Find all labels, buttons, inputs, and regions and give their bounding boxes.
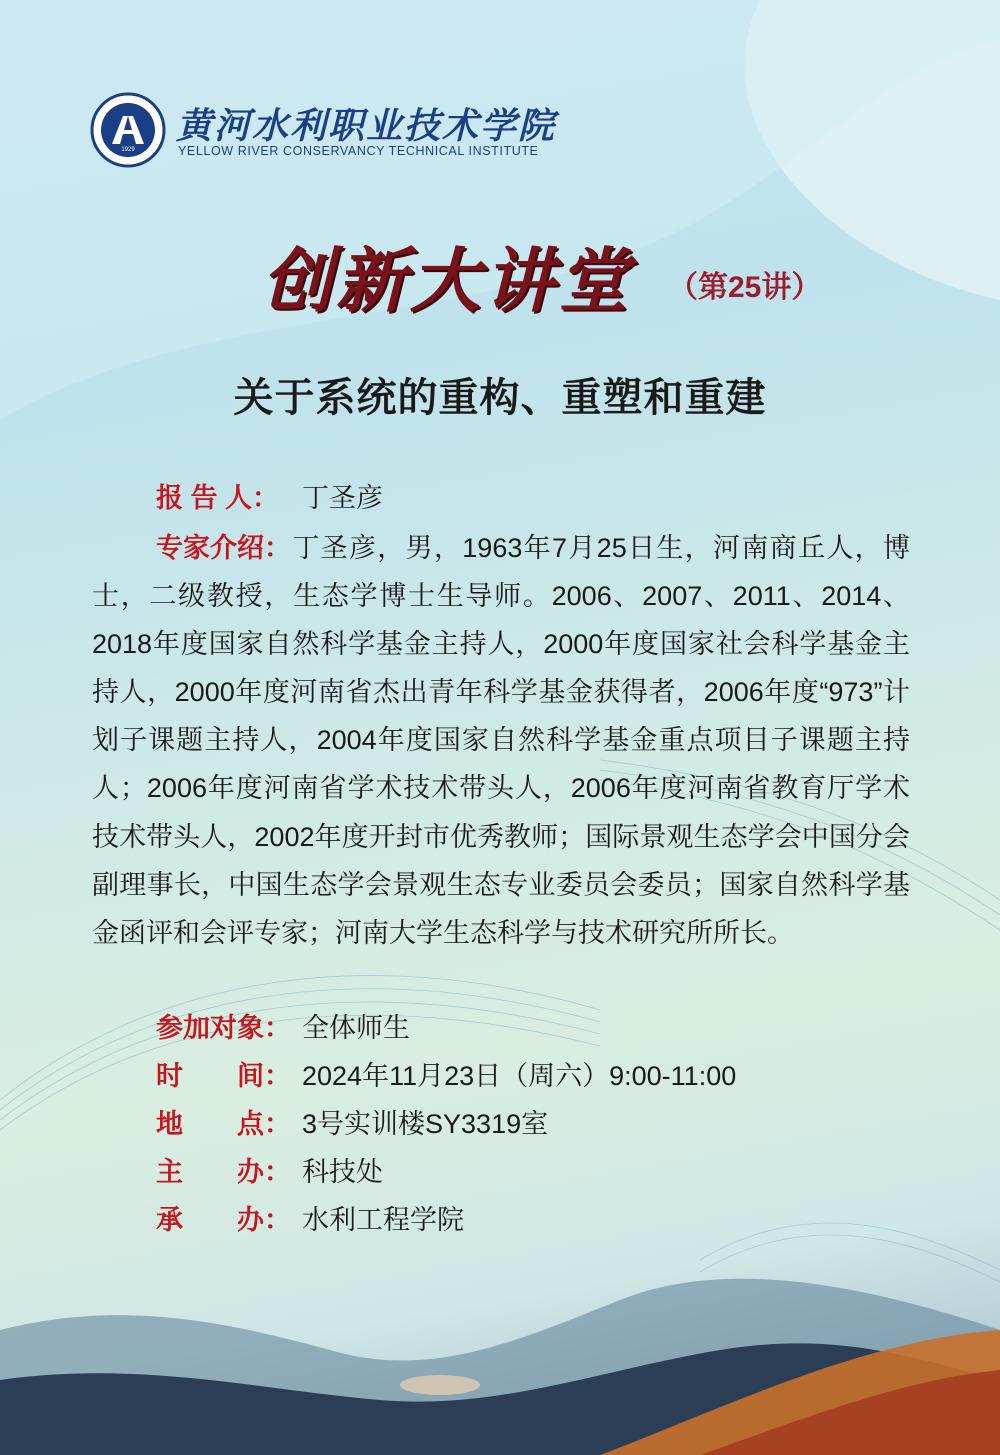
seal-year: 1929 [121, 147, 135, 153]
organizer-row [156, 1148, 383, 1196]
time-value: 2024年11月23日（周六）9:00-11:00 [302, 1061, 737, 1091]
time-row [156, 1052, 736, 1100]
speaker-bio [92, 524, 910, 957]
organizer-value: 科技处 [302, 1157, 383, 1187]
speaker-label: 报 告 人： [156, 483, 280, 513]
location-label: 地 点： [156, 1109, 291, 1139]
bio-text: 丁圣彦，男，1963年7月25日生，河南商丘人，博士，二级教授，生态学博士生导师。2006、2007、2011、2014、2018年度国家自然科学基金主持人，2000年度国家社会科学基金主持人，2000年度河南省杰出青年科学基金获得者，2006年度“973”计划子课题主持人，2004年度国家自然科学基金重点项目子课题主持人；2006年度河南省学术技术带头人，2006年度河南省教育厅学术技术带头人，2002年度开封市优秀教师；国际景观生态学会中国分会副理事长，中国生态学会景观生态专业委员会委员；国家自然科学基金函评和会评专家；河南大学生态科学与技术研究所所长。 [92, 533, 910, 948]
audience-label: 参加对象： [156, 1013, 291, 1043]
organizer-label: 主 办： [156, 1157, 291, 1187]
location-value: 3号实训楼SY3319室 [302, 1109, 549, 1139]
institution-logo [90, 92, 557, 172]
audience-value: 全体师生 [302, 1013, 410, 1043]
audience-row [156, 1004, 410, 1052]
time-label: 时 间： [156, 1061, 291, 1091]
speaker-value: 丁圣彦 [302, 483, 383, 513]
university-seal-icon [90, 92, 166, 168]
co-organizer-value: 水利工程学院 [302, 1205, 464, 1235]
institution-name-cn: 黄河水利职业技术学院 [176, 105, 557, 147]
episode-number: （第25讲） [668, 271, 822, 304]
co-organizer-row [156, 1196, 464, 1244]
series-title: 创新大讲堂 [262, 239, 632, 322]
bio-label: 专家介绍： [156, 533, 291, 563]
speaker-row [156, 474, 383, 522]
location-row [156, 1100, 548, 1148]
institution-name-en: YELLOW RIVER CONSERVANCY TECHNICAL INSTITUTE [178, 144, 539, 158]
lecture-title: 关于系统的重构、重塑和重建 [233, 376, 767, 420]
co-organizer-label: 承 办： [156, 1205, 291, 1235]
